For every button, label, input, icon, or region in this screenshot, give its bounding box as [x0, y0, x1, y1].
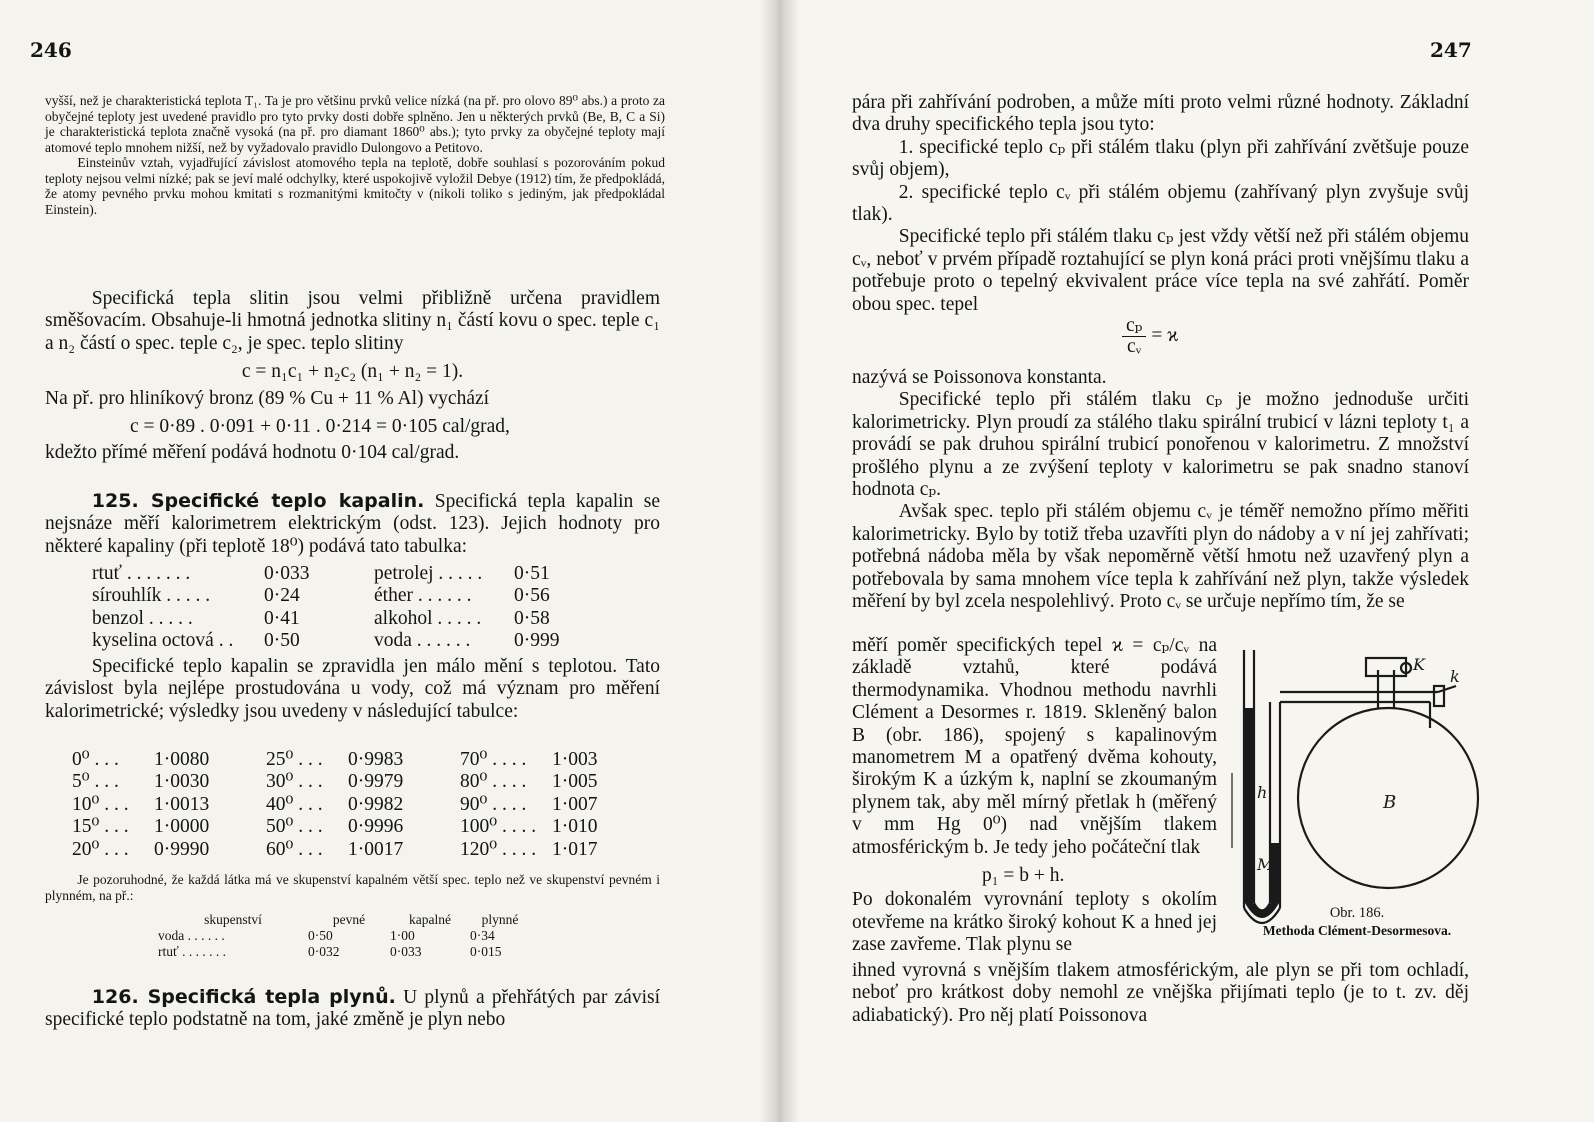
cv-paragraph: Avšak spec. teplo při stálém objemu cᵥ je téměř nemožno přímo měřiti kalorimetricky. Bylo by totiž třeba uzavříti plyn do nádoby a v ní jej zahřívati; potřebná nádoba měla by však nepoměrně větší hmotu než uzavřený plyn a potřebovala by sama mnohem více tepla k zahřívání než plyn, takže výsledek měření by byl zcela nespolehlivý. Proto cᵥ se určuje nepřímo tím, že se — [852, 501, 1469, 613]
section-125 — [45, 490, 660, 558]
list-item-cv: 2. specifické teplo cᵥ při stálém objemu (zahřívaný plyn zvyšuje svůj tlak). — [852, 181, 1469, 226]
states-cell: 1·00 — [390, 928, 415, 943]
water-temp-cell: 1·005 — [552, 771, 598, 793]
water-temp-cell: 20⁰ . . . — [72, 838, 129, 860]
water-temp-cell: 120⁰ . . . . — [460, 838, 537, 860]
water-temp-row — [72, 794, 612, 816]
right-text-middle — [852, 367, 1469, 613]
water-temp-cell: 1·017 — [552, 838, 598, 860]
list-item-cp: 1. specifické teplo cₚ při stálém tlaku (plyn při zahřívání zvětšuje pouze svůj objem), — [852, 136, 1469, 181]
liquid-cell: rtuť . . . . . . . — [92, 563, 191, 584]
figure-caption — [1222, 905, 1492, 939]
water-temp-cell: 0·9983 — [348, 749, 404, 770]
cp-paragraph: Specifické teplo při stálém tlaku cₚ jest vždy větší než při stálém objemu cᵥ, neboť v prvém případě roztahující se plyn koná práci proti vnějšímu tlaku a potřebuje proto o tepelný ekvivalent práce více tepla na své zahřátí. Poměr obou spec. tepel — [852, 226, 1469, 315]
example-result: kdežto přímé měření podává hodnotu 0·104 cal/grad. — [45, 442, 460, 464]
fraction-denominator: cᵥ — [1127, 336, 1142, 357]
right-text-top — [852, 92, 1469, 316]
liquid-row — [92, 608, 574, 630]
water-paragraph: Specifické teplo kapalin se zpravidla jen málo mění s teplotou. Tato závislost byla nejlépe prostudována u vody, což má význam pro měření kalorimetrické; výsledky jsou uvedeny v následující tabulce: — [45, 656, 660, 722]
alloy-formula: c = n₁c₁ + n₂c₂ (n₁ + n₂ = 1). — [241, 361, 464, 383]
water-temp-cell: 1·0030 — [154, 771, 210, 793]
water-temp-cell: 5⁰ . . . — [72, 771, 119, 793]
liquid-row — [92, 630, 574, 652]
section-126 — [45, 986, 660, 1032]
alloy-section — [45, 288, 660, 465]
water-temp-cell: 0⁰ . . . — [72, 749, 119, 770]
liquids-table — [92, 563, 574, 653]
water-temp-cell: 25⁰ . . . — [266, 749, 323, 770]
small-paragraph-1: vyšší, než je charakteristická teplota T₁. Ta je pro většinu prvků velice nízká (na př. pro olovo 89⁰ abs.) a proto za obyčejné teploty jest uvedené pravidlo pro tyto prvky dosti dobře splněno. Jen u některých prvků (Be, B, C a Si) je charakteristická teplota značně vysoká (na př. pro diamant 1860⁰ abs.); tyto prvky za obyčejné teploty mají atomové teplo mnohem nižší, než by vyžadovalo pravidlo Dulongovo a Petitovo. — [45, 93, 665, 155]
manometer-liquid-left — [1245, 708, 1253, 903]
fraction-numerator: cₚ — [1122, 316, 1146, 337]
water-temp-row — [72, 749, 612, 771]
liquid-row — [92, 585, 574, 607]
section-125-title: 125. Specifické teplo kapalin. — [91, 490, 425, 512]
caption-title: Methoda Clément-Desormesova. — [1262, 923, 1452, 938]
states-cell: 0·50 — [308, 928, 333, 943]
label-B: B — [1383, 792, 1397, 813]
water-temp-cell: 1·0080 — [154, 749, 210, 770]
example-formula: c = 0·89 . 0·091 + 0·11 . 0·214 = 0·105 cal/grad, — [130, 416, 510, 438]
kappa-fraction — [1122, 316, 1146, 357]
fraction-rhs: = ϰ — [1151, 324, 1179, 346]
water-temp-row — [72, 771, 612, 793]
water-temp-cell: 80⁰ . . . . — [460, 771, 527, 793]
water-temp-cell: 30⁰ . . . — [266, 771, 323, 793]
narrow-stopcock-k — [1434, 686, 1444, 706]
water-temp-cell: 1·007 — [552, 793, 598, 815]
liquid-cell: voda . . . . . . — [374, 630, 471, 652]
alloy-paragraph: Specifická tepla slitin jsou velmi přibližně určena pravidlem směšovacím. Obsahuje-li hmotná jednotka slitiny n₁ částí kovu o spec. teple c₁ a n₂ částí o spec. teple c₂, je spec. teplo slitiny — [45, 288, 660, 354]
liquid-cell: benzol . . . . . — [92, 607, 193, 629]
water-temp-cell: 70⁰ . . . . — [460, 749, 527, 770]
states-cell: rtuť . . . . . . . — [158, 944, 227, 959]
note-paragraph: Je pozoruhodné, že každá látka má ve skupenství kapalném větší spec. teplo než ve skupenství pevném i plynném, na př.: — [45, 872, 660, 903]
intro-paragraph: pára při zahřívání podroben, a může míti proto velmi různé hodnoty. Základní dva druhy specifického tepla jsou tyto: — [852, 92, 1469, 136]
small-paragraph-2: Einsteinův vztah, vyjadřující závislost atomového tepla na teplotě, dobře souhlasí s pozorováním pokud teploty nejsou velmi nízké; pak se jeví malé odchylky, které uspokojivě vyložil Debye (1912) tím, že předpokládá, že atomy pevného prvku mohou kmitati s rozmanitými kmitočty ν (nikoli toliko s jediným, jak předpokládal Einstein). — [45, 155, 665, 217]
water-temp-cell: 15⁰ . . . — [72, 816, 129, 838]
liquid-cell: 0·56 — [514, 585, 550, 607]
water-temp-cell: 10⁰ . . . — [72, 793, 129, 815]
method-block — [852, 635, 1217, 957]
water-temp-cell: 100⁰ . . . . — [460, 816, 537, 838]
water-temp-cell: 1·0013 — [154, 793, 210, 815]
liquid-cell: sírouhlík . . . . . — [92, 585, 211, 607]
water-temp-cell: 60⁰ . . . — [266, 838, 323, 860]
label-h: h — [1257, 783, 1268, 802]
liquid-cell: 0·24 — [264, 585, 300, 607]
liquid-cell: petrolej . . . . . — [374, 563, 483, 584]
water-temp-cell: 0·9990 — [154, 838, 210, 860]
liquid-cell: 0·41 — [264, 607, 300, 629]
water-temp-cell: 50⁰ . . . — [266, 816, 323, 838]
kappa-formula — [1122, 316, 1178, 357]
liquid-cell: 0·58 — [514, 607, 550, 629]
states-cell: 0·032 — [308, 944, 340, 959]
water-temp-cell: 1·003 — [552, 749, 598, 770]
liquid-cell: kyselina octová . . — [92, 630, 234, 652]
water-temp-row — [72, 839, 612, 861]
label-k: k — [1450, 667, 1460, 686]
states-cell: 0·033 — [390, 944, 422, 959]
section-126-title: 126. Specifická tepla plynů. — [91, 986, 396, 1008]
water-temp-cell: 0·9982 — [348, 793, 404, 815]
water-temp-cell: 40⁰ . . . — [266, 793, 323, 815]
water-temp-cell: 0·9979 — [348, 771, 404, 793]
states-row — [158, 944, 530, 960]
p1-formula: p₁ = b + h. — [982, 865, 1065, 887]
liquid-cell: 0·033 — [264, 563, 310, 584]
liquid-row — [92, 563, 574, 585]
states-header-cell: kapalné — [409, 912, 451, 927]
note-block — [45, 872, 660, 903]
states-header-cell: skupenství — [204, 912, 262, 927]
label-K: K — [1413, 655, 1425, 674]
example-line: Na př. pro hliníkový bronz (89 % Cu + 11 % Al) vychází — [45, 387, 490, 409]
states-table — [158, 912, 530, 960]
page-number-right: 247 — [1430, 38, 1472, 62]
section-126-text: U plynů a přehřátých par závisí specifické teplo podstatně na tom, jaké změně je plyn nebo — [45, 987, 660, 1031]
liquid-cell: 0·999 — [514, 630, 560, 652]
water-temp-cell: 1·0000 — [154, 816, 210, 838]
states-cell: voda . . . . . . — [158, 928, 225, 943]
states-header-cell: pevné — [332, 912, 366, 927]
clement-desormes-apparatus-figure — [1228, 648, 1486, 948]
water-temp-cell: 1·010 — [552, 816, 598, 838]
liquid-cell: alkohol . . . . . — [374, 607, 482, 629]
water-table — [72, 749, 612, 861]
after-paragraph-full: ihned vyrovná s vnějším tlakem atmosférickým, ale plyn se při tom ochladí, neboť pro krátkost doby nemohl ze vnějška přijímati teplo (je to t. zv. děj adiabatický). Pro něj platí Poissonova — [852, 960, 1469, 1026]
poisson-line: nazývá se Poissonova konstanta. — [852, 367, 1107, 388]
liquid-cell: éther . . . . . . — [374, 585, 472, 607]
states-header-cell: plynné — [481, 912, 519, 927]
water-paragraph-block — [45, 656, 660, 723]
liquid-cell: 0·50 — [264, 630, 300, 652]
caption-number: Obr. 186. — [1329, 905, 1385, 921]
after-paragraph-narrow: Po dokonalém vyrovnání teploty s okolím otevřeme na krátko široký kohout K a hned jej zase zavřeme. Tlak plynu se — [852, 889, 1217, 956]
states-row — [158, 928, 530, 944]
water-temp-cell: 90⁰ . . . . — [460, 793, 527, 815]
water-temp-cell: 0·9996 — [348, 816, 404, 838]
label-M: M — [1257, 855, 1274, 874]
after-paragraph-full-block — [852, 960, 1469, 1027]
page-number-left: 246 — [30, 38, 72, 62]
states-cell: 0·34 — [470, 928, 495, 943]
measure-paragraph: Specifické teplo při stálém tlaku cₚ je možno jednoduše určiti kalorimetricky. Plyn proudí za stálého tlaku spirální trubicí v lázni teploty t₁ a provádí se pak druhou spirální trubicí ponořenou v kalorimetru. Z množství prošlého plynu a ze zvýšení teploty v kalorimetru se pak snadno stanoví hodnota cₚ. — [852, 389, 1469, 501]
states-cell: 0·015 — [470, 944, 502, 959]
book-gutter — [760, 0, 800, 1122]
water-temp-cell: 1·0017 — [348, 838, 404, 860]
liquid-cell: 0·51 — [514, 563, 550, 584]
section-125-text: Specifická tepla kapalin se nejsnáze měří kalorimetrem elektrickým (odst. 123). Jejich hodnoty pro některé kapaliny (při teplotě 18⁰) podává tato tabulka: — [45, 491, 660, 557]
water-temp-row — [72, 816, 612, 838]
small-text-block — [45, 93, 665, 217]
method-paragraph: měří poměr specifických tepel ϰ = cₚ/cᵥ na základě vztahů, které podává thermodynamika. Vhodnou methodu navrhli Clément a Desormes r. 1819. Skleněný balon B (obr. 186), spojený s kapalinovým manometrem M a opatřený dvěma kohouty, širokým K a úzkým k, naplní se zkoumaným plynem tak, aby měl mírný přetlak h (měřený v mm Hg 0⁰) nad vnějším tlakem atmosférickým b. Je tedy jeho počáteční tlak — [852, 635, 1217, 858]
